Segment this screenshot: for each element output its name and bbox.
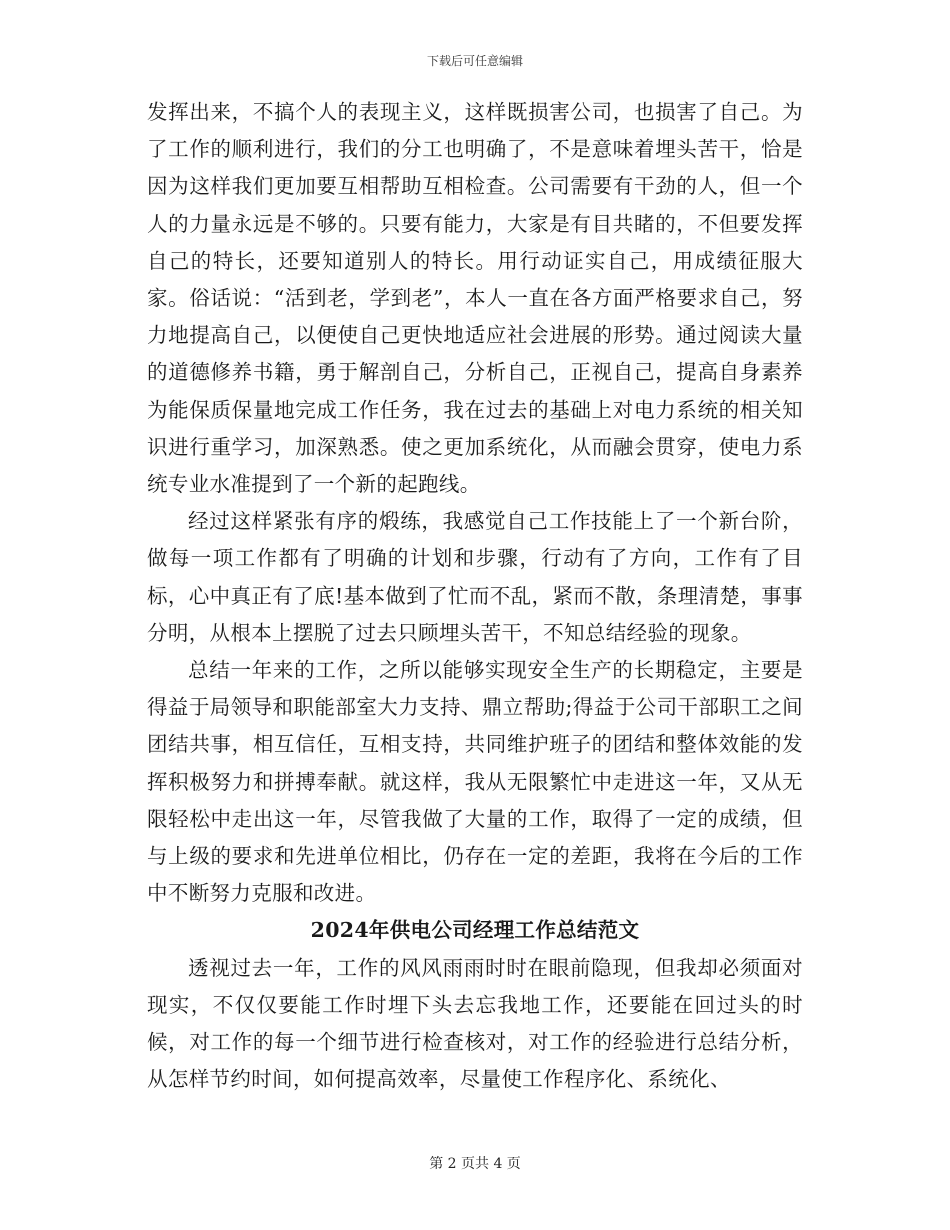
section-title: 2024年供电公司经理工作总结范文 [310,918,640,943]
body-paragraph-1: 发挥出来，不搞个人的表现主义，这样既损害公司，也损害了自己。为了工作的顺利进行，我们的分工也明确了，不是意味着埋头苦干，恰是因为这样我们更加要互相帮助互相检查。公司需要有干劲的人，但一个人的力量永远是不够的。只要有能力，大家是有目共睹的，不但要发挥自己的特长，还要知道别人的特长。用行动证实自己，用成绩征服大家。俗话说：“活到老，学到老”，本人一直在各方面严格要求自己，努力地提高自己，以便使自己更快地适应社会进展的形势。通过阅读大量的道德修养书籍，勇于解剖自己，分析自己，正视自己，提高自身素养为能保质保量地完成工作任务，我在过去的基础上对电力系统的相关知识进行重学习，加深熟悉。使之更加系统化，从而融会贯穿，使电力系统专业水准提到了一个新的起跑线。 [147,100,803,497]
page-footer: 第 2 页共 4 页 [429,1156,521,1172]
section-paragraph-1: 透视过去一年，工作的风风雨雨时时在眼前隐现，但我却必须面对现实，不仅仅要能工作时埋下头去忘我地工作，还要能在回过头的时候，对工作的每一个细节进行检查核对，对工作的经验进行总结分析，从怎样节约时间，如何提高效率，尽量使工作程序化、系统化、 [147,955,803,1092]
page-header: 下载后可任意编辑 [426,54,523,68]
document-body [147,94,803,1098]
body-paragraph-3: 总结一年来的工作，之所以能够实现安全生产的长期稳定，主要是得益于局领导和职能部室大力支持、鼎立帮助;得益于公司干部职工之间团结共事，相互信任，互相支持，共同维护班子的团结和整体效能的发挥积极努力和拼搏奉献。就这样，我从无限繁忙中走进这一年，又从无限轻松中走出这一年，尽管我做了大量的工作，取得了一定的成绩，但与上级的要求和先进单位相比，仍存在一定的差距，我将在今后的工作中不断努力克服和改进。 [147,658,803,906]
body-paragraph-2: 经过这样紧张有序的煅练，我感觉自己工作技能上了一个新台阶，做每一项工作都有了明确的计划和步骤，行动有了方向，工作有了目标，心中真正有了底!基本做到了忙而不乱，紧而不散，条理清楚，事事分明，从根本上摆脱了过去只顾埋头苦干，不知总结经验的现象。 [147,509,803,645]
